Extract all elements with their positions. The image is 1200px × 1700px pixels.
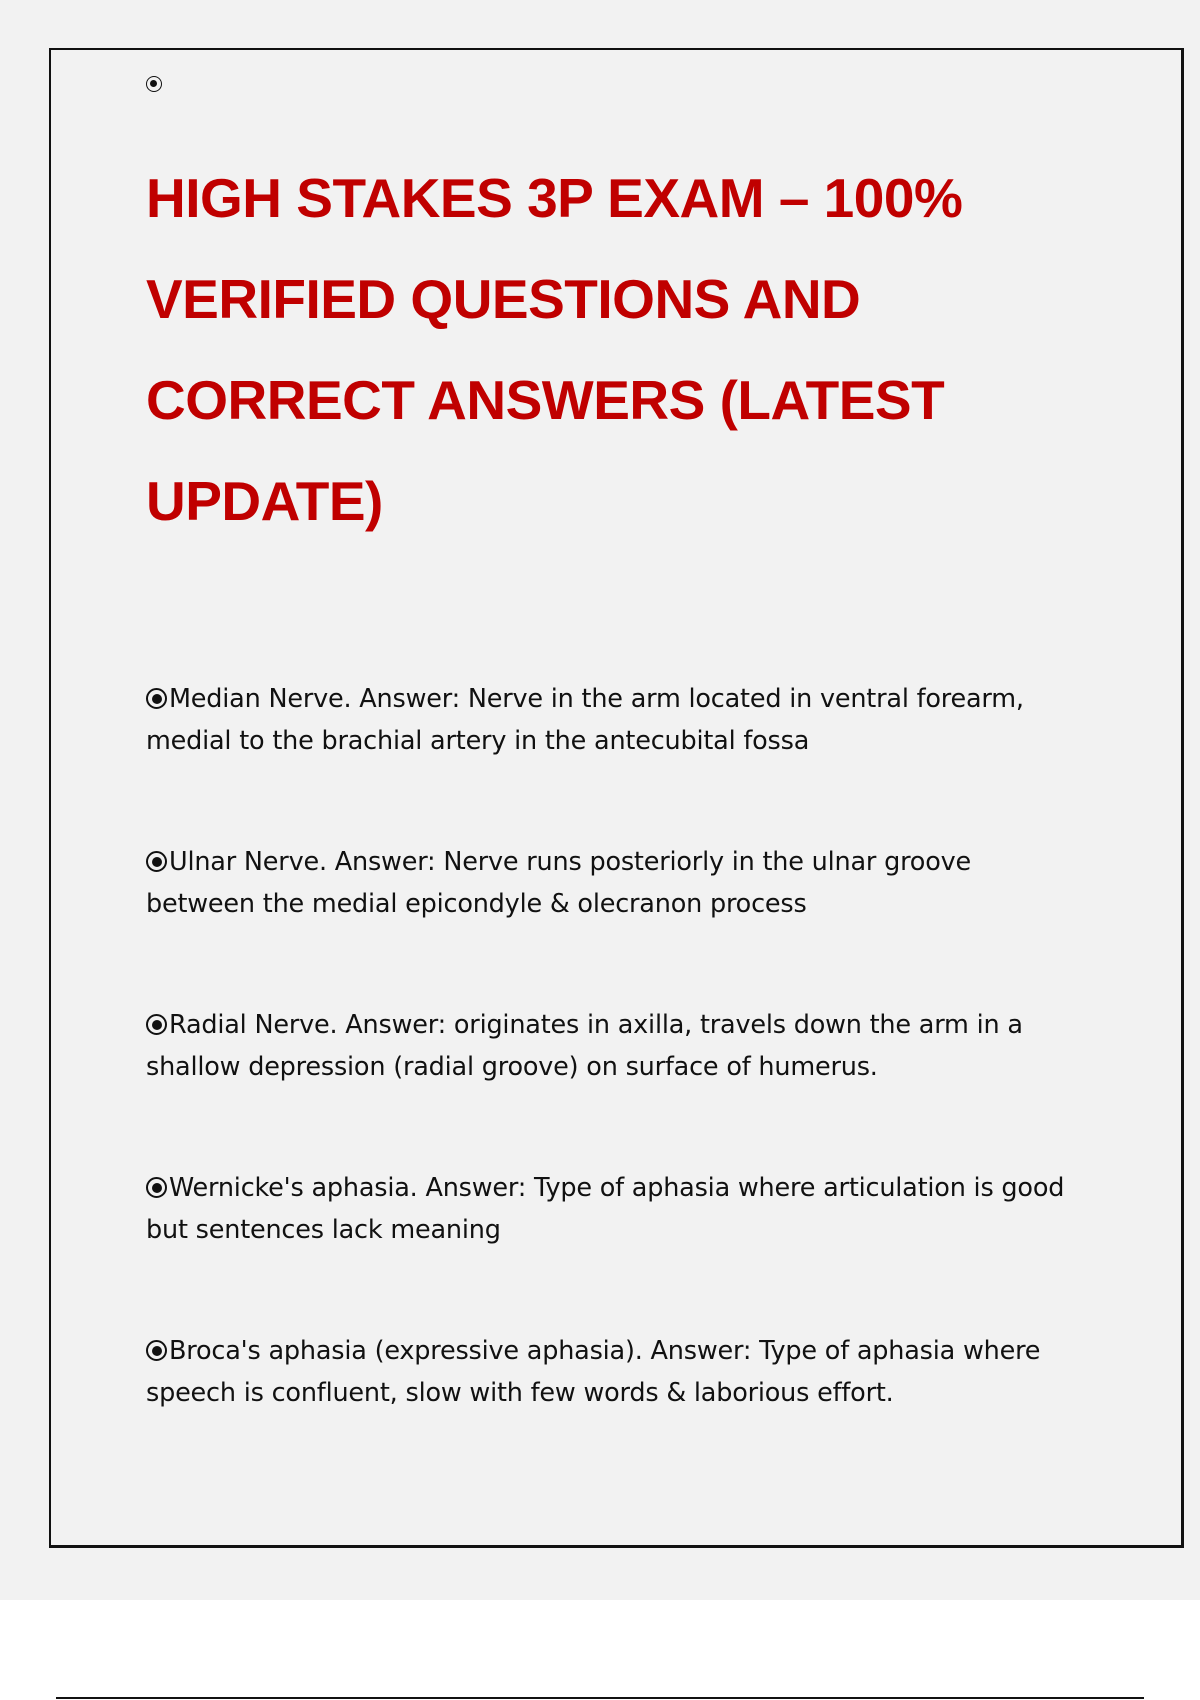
qa-item-text: Radial Nerve. Answer: originates in axilla, travels down the arm in a shallow depression (radial groove) on surface of humerus.: [146, 1010, 1023, 1082]
qa-item-median-nerve: [146, 678, 1086, 762]
radio-bullet-icon: [146, 688, 167, 709]
radio-bullet-icon: [146, 76, 162, 92]
qa-item-ulnar-nerve: [146, 841, 1086, 925]
qa-item-wernickes-aphasia: [146, 1167, 1086, 1251]
qa-item-brocas-aphasia: [146, 1330, 1086, 1414]
radio-bullet-icon: [146, 1014, 167, 1035]
radio-bullet-icon: [146, 1177, 167, 1198]
qa-list: [146, 678, 1086, 1493]
qa-item-text: Median Nerve. Answer: Nerve in the arm located in ventral forearm, medial to the brachial artery in the antecubital fossa: [146, 684, 1024, 756]
document-title: HIGH STAKES 3P EXAM – 100% VERIFIED QUESTIONS AND CORRECT ANSWERS (LATEST UPDATE): [146, 167, 963, 532]
qa-item-radial-nerve: [146, 1004, 1086, 1088]
radio-bullet-icon: [146, 1340, 167, 1361]
radio-bullet-icon: [146, 851, 167, 872]
qa-item-text: Ulnar Nerve. Answer: Nerve runs posteriorly in the ulnar groove between the medial epicondyle & olecranon process: [146, 847, 971, 919]
footer-divider: [56, 1697, 1144, 1699]
qa-item-text: Broca's aphasia (expressive aphasia). Answer: Type of aphasia where speech is confluent, slow with few words & laborious effort.: [146, 1336, 1041, 1408]
qa-item-text: Wernicke's aphasia. Answer: Type of aphasia where articulation is good but sentences lack meaning: [146, 1173, 1065, 1245]
